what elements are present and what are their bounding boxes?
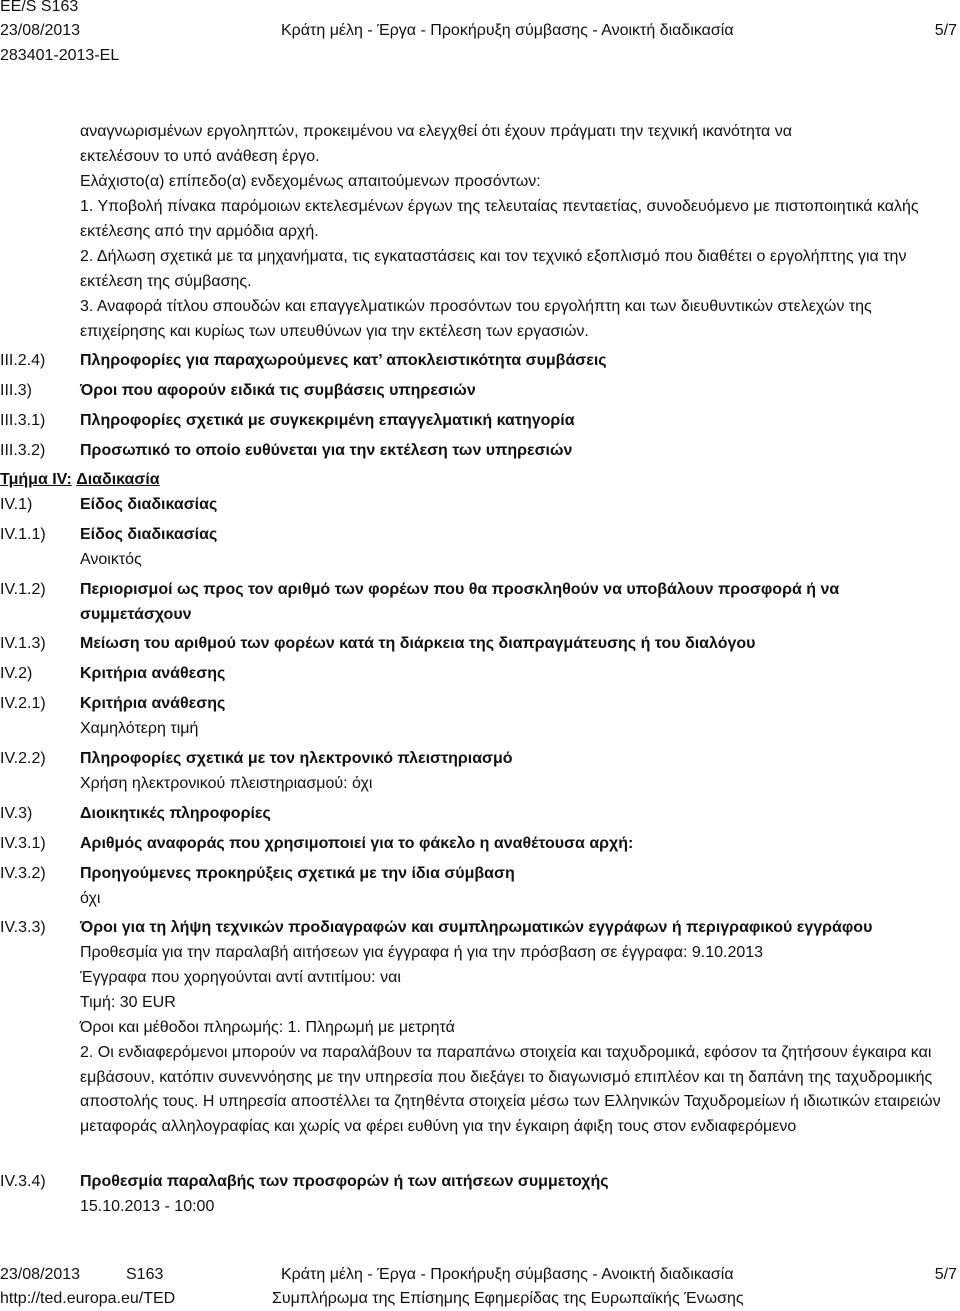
intro-text-line2: εκτελέσουν το υπό ανάθεση έργο.: [80, 148, 320, 165]
requirement-1: 1. Υποβολή πίνακα παρόμοιων εκτελεσμένων έργων της τελευταίας πενταετίας, συνοδευόμενο με πιστοποιητικά καλής εκτέλεσης από την αρμόδια αρχή.: [80, 198, 919, 240]
footer-series: S163: [126, 1266, 164, 1283]
section-number: III.3.1): [0, 412, 46, 429]
section-iv-title: [0, 468, 160, 492]
section-heading: Προθεσμία παραλαβής των προσφορών ή των αιτήσεων συμμετοχής: [80, 1173, 609, 1190]
min-levels-label: Ελάχιστο(α) επίπεδο(α) ενδεχομένως απαιτούμενων προσόντων:: [80, 173, 541, 190]
docs-price: Τιμή: 30 EUR: [80, 994, 176, 1011]
section-heading: Κριτήρια ανάθεσης: [80, 695, 226, 712]
footer-date: 23/08/2013: [0, 1266, 81, 1283]
requirement-2: 2. Δήλωση σχετικά με τα μηχανήματα, τις εγκαταστάσεις και τον τεχνικό εξοπλισμό που διαθέτει ο εργολήπτης για την εκτέλεση της σύμβασης.: [80, 248, 907, 290]
section-heading: Διοικητικές πληροφορίες: [80, 805, 271, 822]
requirement-3: 3. Αναφορά τίτλου σπουδών και επαγγελματικών προσόντων του εργολήπτη και των διευθυντικών στελεχών της επιχείρησης και κυρίως των υπευθύνων για την εκτέλεση των εργασιών.: [80, 298, 872, 340]
header-date: 23/08/2013: [0, 22, 81, 39]
section-heading: Μείωση του αριθμού των φορέων κατά τη διάρκεια της διαπραγμάτευσης ή του διαλόγου: [80, 635, 756, 652]
section-heading: Όροι για τη λήψη τεχνικών προδιαγραφών και συμπληρωματικών εγγράφων ή περιγραφικού εγγράφου: [80, 919, 873, 936]
section-number: III.2.4): [0, 352, 46, 369]
section-heading: Είδος διαδικασίας: [80, 526, 218, 543]
header-ref: EE/S S163: [0, 0, 79, 15]
section-number: IV.3.3): [0, 919, 46, 936]
section-iv-name: Διαδικασία: [76, 471, 160, 488]
section-heading: Είδος διαδικασίας: [80, 496, 218, 513]
header-title: Κράτη μέλη - Έργα - Προκήρυξη σύμβασης - Ανοικτή διαδικασία: [281, 22, 734, 39]
section-heading: Αριθμός αναφοράς που χρησιμοποιεί για το φάκελο η αναθέτουσα αρχή:: [80, 835, 634, 852]
section-heading: Κριτήρια ανάθεσης: [80, 665, 226, 682]
section-number: IV.2.1): [0, 695, 46, 712]
section-value: 15.10.2013 - 10:00: [80, 1198, 215, 1215]
section-heading: Περιορισμοί ως προς τον αριθμό των φορέων που θα προσκληθούν να υποβάλουν προσφορά ή να συμμετάσχουν: [80, 581, 840, 623]
section-number: IV.3.2): [0, 865, 46, 882]
header-notice-id: 283401-2013-EL: [0, 47, 120, 64]
section-number: IV.3.4): [0, 1173, 46, 1190]
footer-url[interactable]: http://ted.europa.eu/TED: [0, 1290, 176, 1307]
section-heading: Πληροφορίες σχετικά με τον ηλεκτρονικό πλειστηριασμό: [80, 750, 513, 767]
section-number: IV.2): [0, 665, 33, 682]
section-number: IV.1): [0, 496, 33, 513]
section-number: IV.1.3): [0, 635, 46, 652]
section-heading: Προσωπικό το οποίο ευθύνεται για την εκτέλεση των υπηρεσιών: [80, 442, 573, 459]
section-value: Χαμηλότερη τιμή: [80, 720, 199, 737]
section-number: IV.1.2): [0, 581, 46, 598]
section-number: III.3.2): [0, 442, 46, 459]
docs-deadline: Προθεσμία για την παραλαβή αιτήσεων για έγγραφα ή για την πρόσβαση σε έγγραφα: 9.10.2013: [80, 944, 764, 961]
section-heading: Πληροφορίες για παραχωρούμενες κατ’ αποκλειστικότητα συμβάσεις: [80, 352, 607, 369]
docs-payment: Όροι και μέθοδοι πληρωμής: 1. Πληρωμή με μετρητά: [80, 1019, 455, 1036]
section-heading: Πληροφορίες σχετικά με συγκεκριμένη επαγγελματική κατηγορία: [80, 412, 575, 429]
footer-page: 5/7: [934, 1266, 957, 1283]
section-iv-prefix: Τμήμα IV:: [0, 471, 72, 488]
section-number: IV.2.2): [0, 750, 46, 767]
section-value: Ανοικτός: [80, 551, 142, 568]
docs-note: 2. Οι ενδιαφερόμενοι μπορούν να παραλάβουν τα παραπάνω στοιχεία και ταχυδρομικά, εφόσον τα ζητήσουν έγκαιρα και εμβάσουν, κατόπιν συνεννόησης με την υπηρεσία που διεξάγει το διαγωνισμό επιπλέον και τη δαπάνη της ταχυδρομικής αποστολής τους. Η υπηρεσία αποστέλλει τα ζητηθέντα στοιχεία μέσω των Ελληνικών Ταχυδρομείων ή ιδιωτικών εταιρειών μεταφοράς αλληλογραφίας και χωρίς να φέρει ευθύνη για την έγκαιρη άφιξη τους στον ενδιαφερόμενο: [80, 1044, 941, 1135]
section-value: Χρήση ηλεκτρονικού πλειστηριασμού: όχι: [80, 775, 373, 792]
section-number: IV.3): [0, 805, 33, 822]
section-heading: Όροι που αφορούν ειδικά τις συμβάσεις υπηρεσιών: [80, 382, 476, 399]
section-heading: Προηγούμενες προκηρύξεις σχετικά με την ίδια σύμβαση: [80, 865, 515, 882]
docs-payable: Έγγραφα που χορηγούνται αντί αντιτίμου: ναι: [80, 969, 401, 986]
header-page: 5/7: [934, 22, 957, 39]
footer-title: Κράτη μέλη - Έργα - Προκήρυξη σύμβασης - Ανοικτή διαδικασία: [281, 1266, 734, 1283]
section-number: IV.1.1): [0, 526, 46, 543]
section-number: IV.3.1): [0, 835, 46, 852]
intro-text-line1: αναγνωρισμένων εργοληπτών, προκειμένου να ελεγχθεί ότι έχουν πράγματι την τεχνική ικανότητα να: [80, 123, 792, 140]
footer-supplement: Συμπλήρωμα της Επίσημης Εφημερίδας της Ευρωπαϊκής Ένωσης: [272, 1290, 744, 1307]
section-number: III.3): [0, 382, 33, 399]
section-value: όχι: [80, 890, 101, 907]
